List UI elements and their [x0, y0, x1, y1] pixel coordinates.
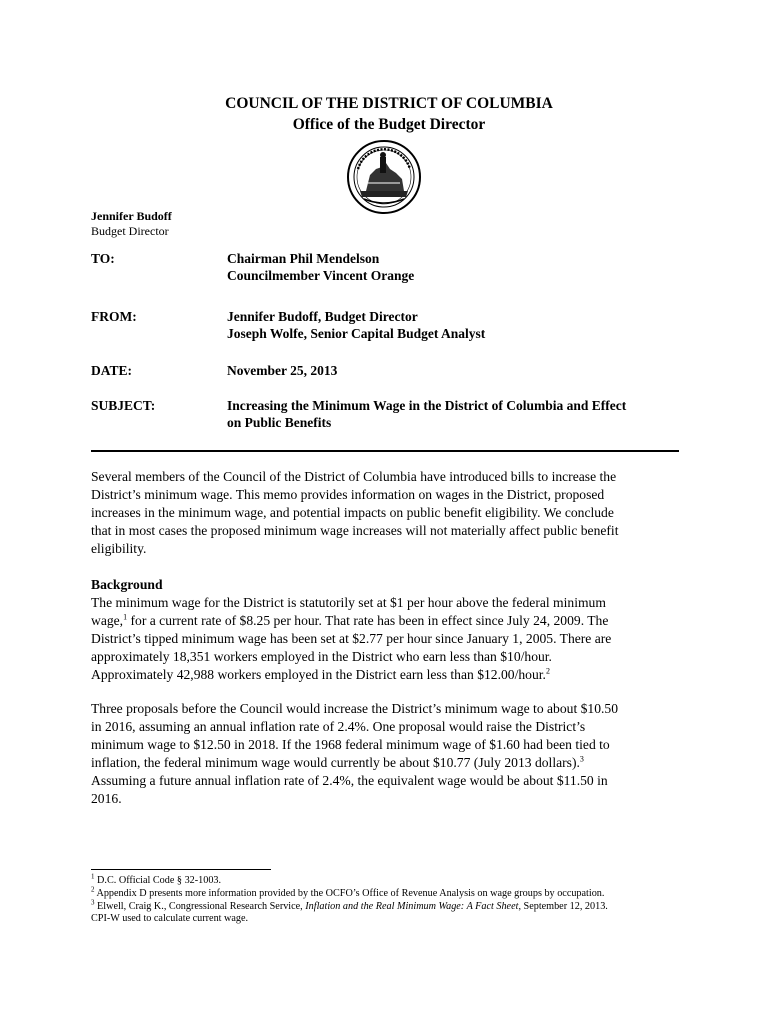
background-line — [91, 666, 691, 684]
intro-line: that in most cases the proposed minimum wage increases will not materially affect public benefit — [91, 523, 619, 538]
intro-line: increases in the minimum wage, and potential impacts on public benefit eligibility. We conclude — [91, 505, 614, 520]
sender-title: Budget Director — [91, 224, 169, 238]
memo-date: November 25, 2013 — [227, 363, 338, 378]
from-sender-2: Joseph Wolfe, Senior Capital Budget Analyst — [227, 326, 486, 341]
footnote-2 — [91, 885, 711, 901]
subject-label: SUBJECT: — [91, 398, 156, 413]
intro-line: District’s minimum wage. This memo provides information on wages in the District, proposed — [91, 487, 605, 502]
footnote-text: D.C. Official Code § 32-1003. — [94, 875, 222, 886]
text-run: for a current rate of $8.25 per hour. That rate has been in effect since July 24, 2009. The — [127, 613, 609, 628]
subject-line-2: on Public Benefits — [227, 415, 332, 430]
proposal-line: 2016. — [91, 791, 122, 806]
proposal-line: Three proposals before the Council would increase the District’s minimum wage to about $10.50 — [91, 701, 619, 716]
footnote-number: 1 — [91, 872, 95, 881]
footnote-number: 3 — [91, 898, 95, 907]
from-sender-1: Jennifer Budoff, Budget Director — [227, 309, 418, 324]
background-line: approximately 18,351 workers employed in the District who earn less than $10/hour. — [91, 649, 552, 664]
council-title: COUNCIL OF THE DISTRICT OF COLUMBIA — [225, 95, 553, 112]
background-line: The minimum wage for the District is statutorily set at $1 per hour above the federal minimum — [91, 595, 606, 610]
date-label: DATE: — [91, 363, 133, 378]
subject-line-1: Increasing the Minimum Wage in the District of Columbia and Effect — [227, 398, 627, 413]
sender-name: Jennifer Budoff — [91, 209, 172, 223]
proposal-line: Assuming a future annual inflation rate of 2.4%, the equivalent wage would be about $11.50 in — [91, 773, 608, 788]
office-title: Office of the Budget Director — [292, 116, 486, 133]
background-heading: Background — [91, 577, 163, 592]
background-section — [91, 576, 691, 684]
sender-block — [91, 209, 172, 239]
intro-line: Several members of the Council of the District of Columbia have introduced bills to increase the — [91, 469, 617, 484]
text-run: inflation, the federal minimum wage would currently be about $10.77 (July 2013 dollars). — [91, 755, 580, 770]
footnote-citation-title: Inflation and the Real Minimum Wage: A Fact Sheet — [305, 900, 519, 912]
proposal-line: minimum wage to $12.50 in 2018. If the 1968 federal minimum wage of $1.60 had been tied to — [91, 737, 610, 752]
footnote-divider — [91, 869, 271, 870]
intro-line: eligibility. — [91, 541, 147, 556]
footnotes — [91, 872, 711, 926]
footnote-number: 2 — [91, 885, 95, 894]
from-label: FROM: — [91, 309, 137, 324]
proposals-paragraph — [91, 700, 691, 808]
background-line: District’s tipped minimum wage has been set at $2.77 per hour since January 1, 2005. There are — [91, 631, 612, 646]
text-run: Approximately 42,988 workers employed in the District earn less than $12.00/hour. — [91, 667, 546, 682]
to-recipient-2: Councilmember Vincent Orange — [227, 268, 415, 283]
footnote-ref: 2 — [545, 666, 550, 676]
text-run: wage, — [91, 613, 124, 628]
to-recipient-1: Chairman Phil Mendelson — [227, 251, 380, 266]
footnote-text: Elwell, Craig K., Congressional Research Service, — [94, 900, 306, 912]
header-divider — [91, 450, 679, 452]
proposal-line: in 2016, assuming an annual inflation rate of 2.4%. One proposal would raise the District’s — [91, 719, 586, 734]
intro-paragraph — [91, 468, 691, 558]
footnote-text: , September 12, 2013. — [518, 900, 608, 912]
footnote-ref: 3 — [579, 754, 584, 764]
to-label: TO: — [91, 251, 115, 266]
footnote-text: Appendix D presents more information provided by the OCFO’s Office of Revenue Analysis on wage groups by occupation. — [94, 887, 605, 899]
footnote-ref: 1 — [123, 612, 128, 622]
footnote-3 — [91, 898, 711, 914]
district-seal-icon — [346, 139, 422, 215]
proposal-line — [91, 754, 691, 772]
footnote-1 — [91, 872, 711, 888]
background-line — [91, 612, 691, 630]
footnote-3-continued: CPI-W used to calculate current wage. — [91, 913, 249, 925]
